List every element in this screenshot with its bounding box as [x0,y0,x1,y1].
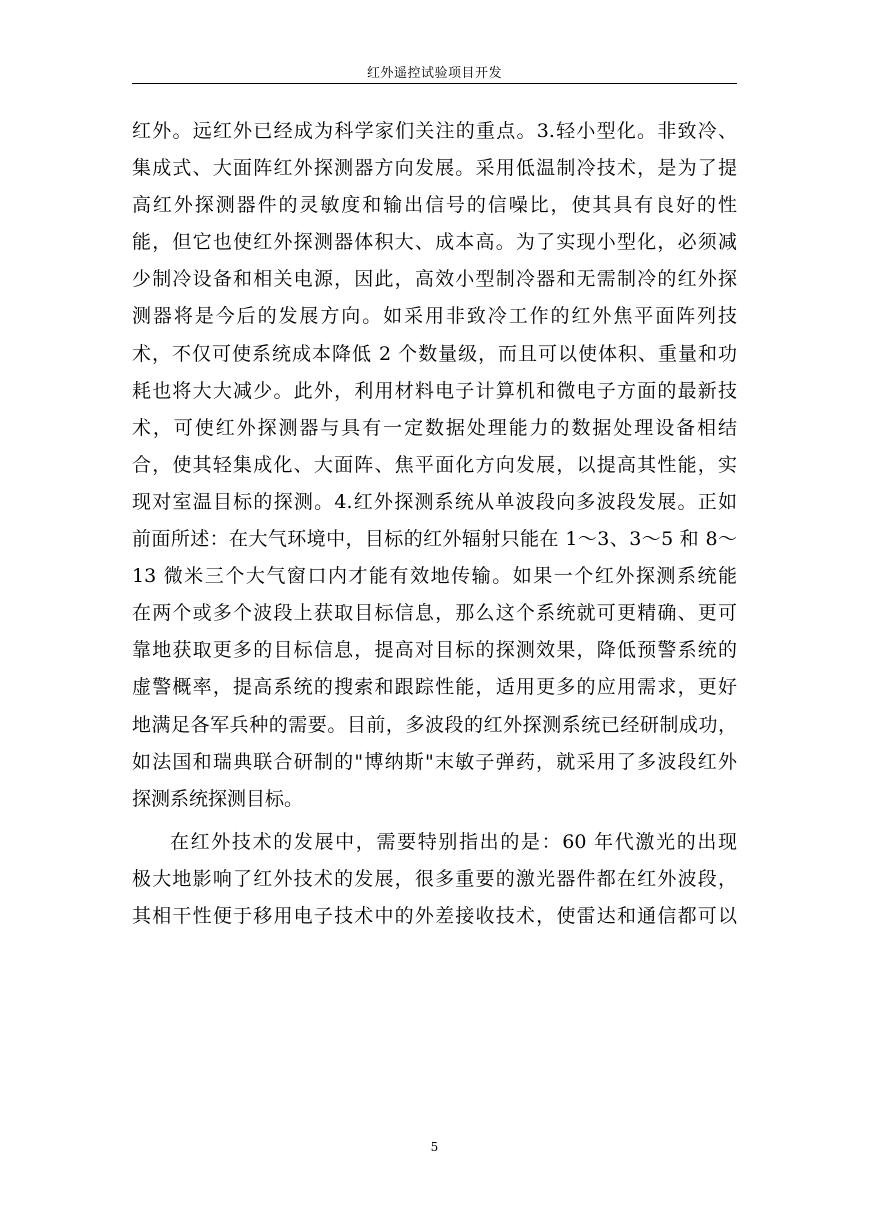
page-number: 5 [430,1140,439,1154]
text-line: 高红外探测器件的灵敏度和输出信号的信噪比，使其具有良好的性 [132,194,737,217]
text-line: 探测系统探测目标。 [132,787,304,810]
text-line: 在红外技术的发展中，需要特别指出的是：60 年代激光的出现 [170,830,737,853]
text-line: 少制冷设备和相关电源，因此，高效小型制冷器和无需制冷的红外探 [132,268,737,291]
text-line: 能，但它也使红外探测器体积大、成本高。为了实现小型化，必须减 [132,231,737,254]
text-line: 红外。远红外已经成为科学家们关注的重点。3.轻小型化。非致冷、 [132,120,737,142]
text-line: 耗也将大大减少。此外，利用材料电子计算机和微电子方面的最新技 [132,379,737,402]
page-header-title: 红外遥控试验项目开发 [366,66,502,81]
paragraph [132,824,737,935]
text-line: 测器将是今后的发展方向。如采用非致冷工作的红外焦平面阵列技 [132,305,737,328]
text-line: 合，使其轻集成化、大面阵、焦平面化方向发展，以提高其性能，实 [132,453,737,476]
text-line: 术，可使红外探测器与具有一定数据处理能力的数据处理设备相结 [132,416,737,439]
text-line: 13 微米三个大气窗口内才能有效地传输。如果一个红外探测系统能 [132,565,737,588]
body-text [132,113,737,935]
text-line: 如法国和瑞典联合研制的"博纳斯"末敏子弹药，就采用了多波段红外 [132,750,737,773]
header-rule [132,83,737,84]
text-line: 靠地获取更多的目标信息，提高对目标的探测效果，降低预警系统的 [132,639,737,662]
text-line: 现对室温目标的探测。4.红外探测系统从单波段向多波段发展。正如 [132,490,737,513]
paragraph [132,113,737,818]
text-line: 术，不仅可使系统成本降低 2 个数量级，而且可以使体积、重量和功 [132,342,737,365]
text-line: 地满足各军兵种的需要。目前，多波段的红外探测系统已经研制成功， [132,713,737,736]
text-line: 虚警概率，提高系统的搜索和跟踪性能，适用更多的应用需求，更好 [132,676,737,699]
text-line: 极大地影响了红外技术的发展，很多重要的激光器件都在红外波段， [132,867,737,890]
text-line: 前面所述：在大气环境中，目标的红外辐射只能在 1～3、3～5 和 8～ [132,528,737,551]
text-line: 集成式、大面阵红外探测器方向发展。采用低温制冷技术，是为了提 [132,157,737,180]
text-line: 在两个或多个波段上获取目标信息，那么这个系统就可更精确、更可 [132,602,737,625]
text-line: 其相干性便于移用电子技术中的外差接收技术，使雷达和通信都可以 [132,904,737,927]
